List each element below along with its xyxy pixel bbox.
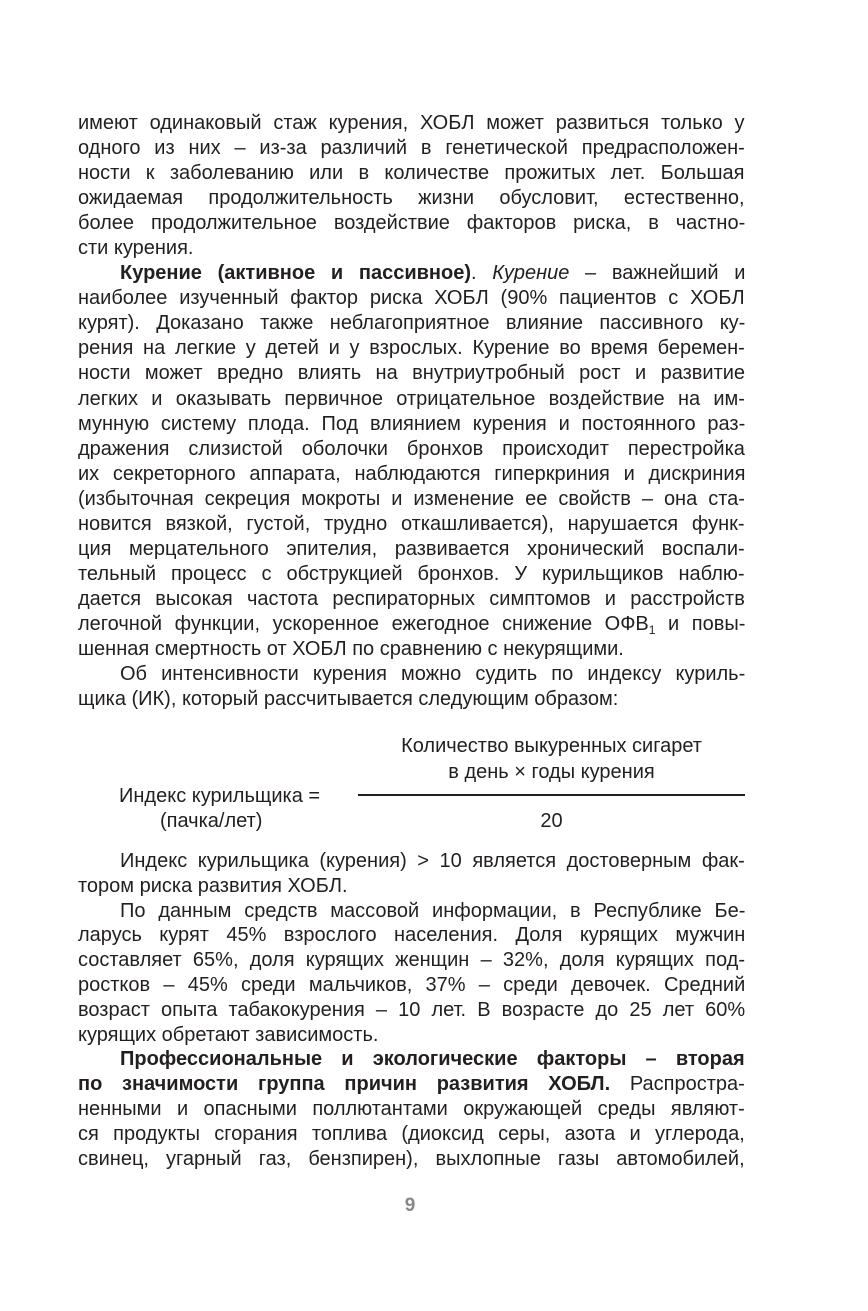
formula-lhs: Индекс курильщика = <box>119 785 321 807</box>
occupational-heading-cont: по значимости группа причин развития ХОБЛ. <box>78 1073 611 1096</box>
smoking-heading-line <box>78 261 745 286</box>
text-line: По данным средств массовой информации, в Республике Бе- <box>120 899 746 922</box>
text-line: мунную систему плода. Под влиянием курения и постоянного раз- <box>78 412 746 435</box>
text-line: более продолжительное воздействие факторов риска, в частно- <box>78 212 746 235</box>
text-line: курящих обретают зависимость. <box>78 1023 379 1046</box>
text-line: курят). Доказано также неблагоприятное влияние пассивного ку- <box>78 312 746 335</box>
occupational-heading-line <box>78 1047 745 1072</box>
text-line: (избыточная секреция мокроты и изменение ее свойств – она ста- <box>78 487 745 510</box>
formula-numerator-line1: Количество выкуренных сигарет <box>401 735 702 757</box>
text-line: имеют одинаковый стаж курения, ХОБЛ может развиться только у <box>78 112 745 134</box>
text-span: – важнейший и <box>569 262 746 285</box>
heading-dot: . <box>471 262 493 285</box>
text-line <box>78 1072 745 1097</box>
text-line: ности к заболеванию или в количестве прожитых лет. Большая <box>78 162 745 185</box>
smoking-term: Курение <box>492 262 570 285</box>
text-line: новится вязкой, густой, трудно откашливается), нарушается функ- <box>78 512 745 535</box>
text-line: тельный процесс с обструкцией бронхов. У курильщиков наблю- <box>78 562 745 585</box>
text-line: ожидаемая продолжительность жизни обусловит, естественно, <box>78 187 745 210</box>
fraction-bar <box>358 794 745 796</box>
text-span: и повы- <box>655 612 746 635</box>
text-line: ция мерцательного эпителия, развивается хронический воспали- <box>78 537 745 560</box>
formula-numerator-line2: в день × годы курения <box>448 761 655 783</box>
text-line: ларусь курят 45% взрослого населения. Доля курящих мужчин <box>78 924 746 947</box>
text-line: Об интенсивности курения можно судить по индексу куриль- <box>120 663 746 686</box>
text-block-top <box>78 111 745 712</box>
text-line: свинец, угарный газ, бензпирен), выхлопные газы автомобилей, <box>78 1147 745 1170</box>
text-line: их секреторного аппарата, наблюдаются гиперкриния и дискриния <box>78 462 746 485</box>
text-line: составляет 65%, доля курящих женщин – 32%, доля курящих под- <box>78 949 745 972</box>
text-line: наиболее изученный фактор риска ХОБЛ (90% пациентов с ХОБЛ <box>78 287 745 310</box>
text-block-bottom <box>78 849 745 1171</box>
text-line: шенная смертность от ХОБЛ по сравнению с некурящими. <box>78 637 624 660</box>
fev1-line <box>78 612 745 637</box>
text-line: ростков – 45% среди мальчиков, 37% – среди девочек. Средний <box>78 973 746 996</box>
subscript: 1 <box>648 622 656 637</box>
text-line: дражения слизистой оболочки бронхов происходит перестройка <box>78 437 745 460</box>
formula-unit: (пачка/лет) <box>160 810 263 832</box>
text-span: Распростра- <box>610 1073 745 1096</box>
text-line: ности может вредно влиять на внутриутробный рост и развитие <box>78 362 746 385</box>
page-number: 9 <box>404 1195 416 1216</box>
occupational-heading: Профессиональные и экологические факторы – вторая <box>120 1048 745 1071</box>
smoking-heading: Курение (активное и пассивное) <box>120 262 472 285</box>
text-line: возраст опыта табакокурения – 10 лет. В возрасте до 25 лет 60% <box>78 998 746 1021</box>
text-line: ся продукты сгорания топлива (диоксид серы, азота и углерода, <box>78 1122 745 1145</box>
formula-denominator: 20 <box>540 810 563 832</box>
text-line: легких и оказывать первичное отрицательное воздействие на им- <box>78 387 745 410</box>
text-line: одного из них – из-за различий в генетической предрасположен- <box>78 137 745 160</box>
text-line: Индекс курильщика (курения) > 10 является достоверным фак- <box>120 850 745 872</box>
text-line: дается высокая частота респираторных симптомов и расстройств <box>78 587 745 610</box>
text-line: рения на легкие у детей и у взрослых. Курение во время беремен- <box>78 337 745 360</box>
text-line: щика (ИК), который рассчитывается следующим образом: <box>78 688 619 711</box>
text-line: сти курения. <box>78 237 194 260</box>
text-span: легочной функции, ускоренное ежегодное снижение ОФВ <box>78 612 649 635</box>
text-line: ненными и опасными поллютантами окружающей среды являют- <box>78 1097 745 1120</box>
text-line: тором риска развития ХОБЛ. <box>78 874 348 897</box>
